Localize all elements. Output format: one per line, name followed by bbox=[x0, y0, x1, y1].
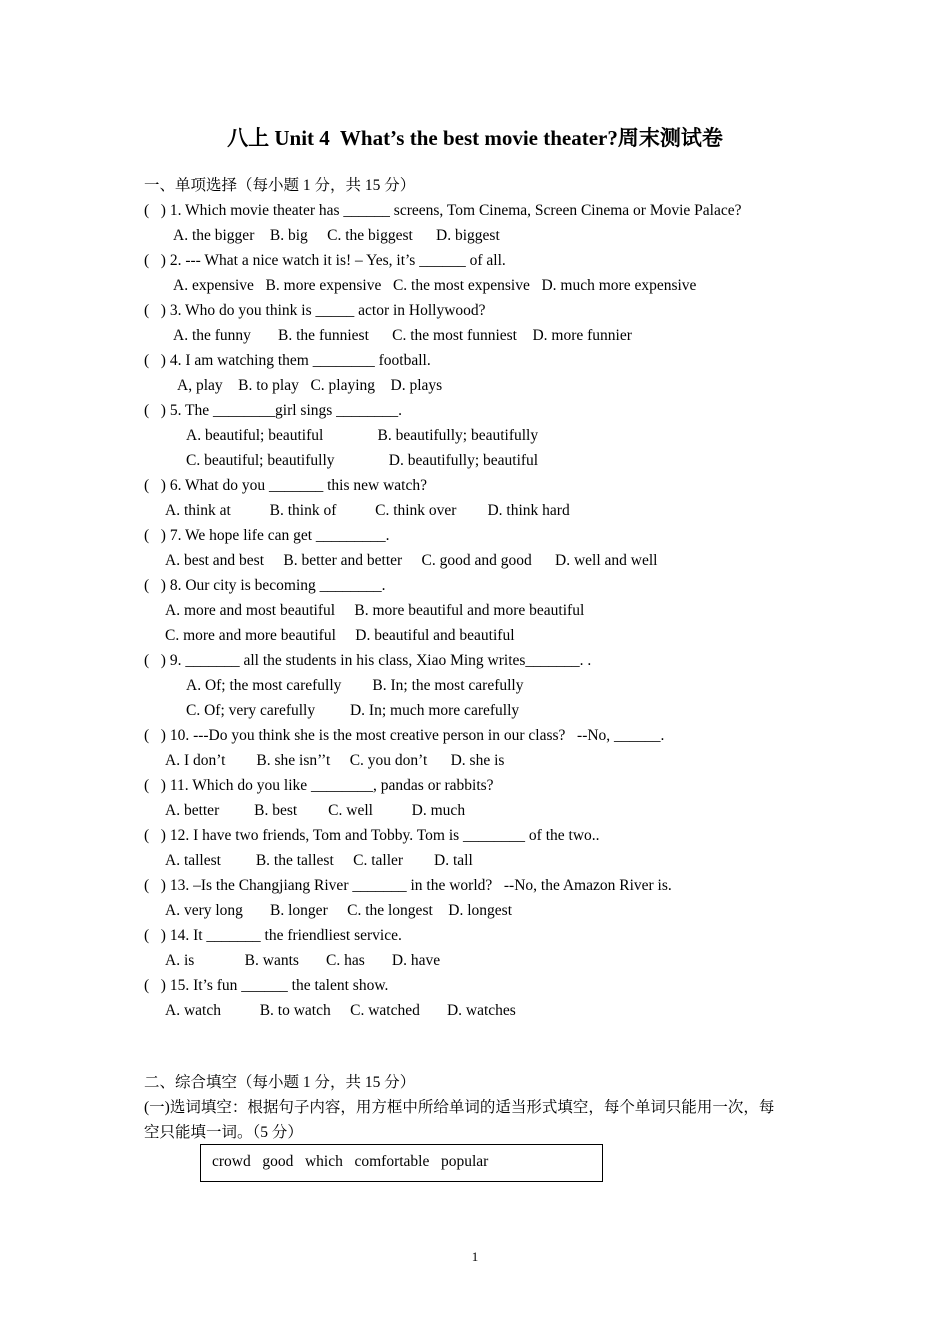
question-8: ( ) 8. Our city is becoming ________. bbox=[144, 577, 386, 594]
question-10-options: A. I don’t B. she isn’’t C. you don’t D. she is bbox=[165, 752, 505, 769]
question-14-options: A. is B. wants C. has D. have bbox=[165, 952, 441, 969]
word-box bbox=[200, 1144, 603, 1182]
question-11-options: A. better B. best C. well D. much bbox=[165, 802, 466, 819]
page-title: 八上 Unit 4 What’s the best movie theater?周末测试卷 bbox=[227, 126, 723, 150]
question-6-options: A. think at B. think of C. think over D. think hard bbox=[165, 502, 570, 519]
page-number: 1 bbox=[471, 1249, 479, 1264]
question-15-options: A. watch B. to watch C. watched D. watches bbox=[165, 1002, 516, 1019]
question-7: ( ) 7. We hope life can get _________. bbox=[144, 527, 390, 544]
question-2-options: A. expensive B. more expensive C. the most expensive D. much more expensive bbox=[173, 277, 697, 294]
section2-heading: 二、综合填空（每小题 1 分，共 15 分） bbox=[144, 1074, 416, 1091]
question-2: ( ) 2. --- What a nice watch it is! – Yes, it’s ______ of all. bbox=[144, 252, 506, 269]
question-10: ( ) 10. ---Do you think she is the most creative person in our class? --No, ______. bbox=[144, 727, 665, 744]
section2-instructions-line-1: (一)选词填空：根据句子内容，用方框中所给单词的适当形式填空，每个单词只能用一次，每 bbox=[144, 1099, 775, 1116]
question-4-options: A, play B. to play C. playing D. plays bbox=[177, 377, 443, 394]
question-5-options-b: C. beautiful; beautifully D. beautifully; beautiful bbox=[186, 452, 539, 469]
question-9-options-a: A. Of; the most carefully B. In; the most carefully bbox=[186, 677, 524, 694]
question-9: ( ) 9. _______ all the students in his class, Xiao Ming writes_______. . bbox=[144, 652, 592, 669]
question-11: ( ) 11. Which do you like ________, pandas or rabbits? bbox=[144, 777, 494, 794]
question-13-options: A. very long B. longer C. the longest D. longest bbox=[165, 902, 512, 919]
question-7-options: A. best and best B. better and better C. good and good D. well and well bbox=[165, 552, 658, 569]
question-8-options-a: A. more and most beautiful B. more beautiful and more beautiful bbox=[165, 602, 585, 619]
question-3-options: A. the funny B. the funniest C. the most funniest D. more funnier bbox=[173, 327, 632, 344]
question-3: ( ) 3. Who do you think is _____ actor in Hollywood? bbox=[144, 302, 486, 319]
question-5: ( ) 5. The ________girl sings ________. bbox=[144, 402, 403, 419]
section2-instructions-line-2: 空只能填一词。（5 分） bbox=[144, 1124, 303, 1141]
question-1: ( ) 1. Which movie theater has ______ screens, Tom Cinema, Screen Cinema or Movie Palace? bbox=[144, 202, 742, 219]
question-5-options-a: A. beautiful; beautiful B. beautifully; beautifully bbox=[186, 427, 539, 444]
question-12-options: A. tallest B. the tallest C. taller D. tall bbox=[165, 852, 473, 869]
question-6: ( ) 6. What do you _______ this new watch? bbox=[144, 477, 427, 494]
question-9-options-b: C. Of; very carefully D. In; much more carefully bbox=[186, 702, 520, 719]
question-1-options: A. the bigger B. big C. the biggest D. biggest bbox=[173, 227, 500, 244]
word-box-words: crowd good which comfortable popular bbox=[212, 1153, 489, 1170]
question-8-options-b: C. more and more beautiful D. beautiful and beautiful bbox=[165, 627, 515, 644]
section1-heading: 一、单项选择（每小题 1 分，共 15 分） bbox=[144, 177, 416, 194]
question-15: ( ) 15. It’s fun ______ the talent show. bbox=[144, 977, 389, 994]
question-14: ( ) 14. It _______ the friendliest service. bbox=[144, 927, 402, 944]
question-13: ( ) 13. –Is the Changjiang River _______ in the world? --No, the Amazon River is. bbox=[144, 877, 672, 894]
question-12: ( ) 12. I have two friends, Tom and Tobby. Tom is ________ of the two.. bbox=[144, 827, 600, 844]
question-4: ( ) 4. I am watching them ________ football. bbox=[144, 352, 431, 369]
